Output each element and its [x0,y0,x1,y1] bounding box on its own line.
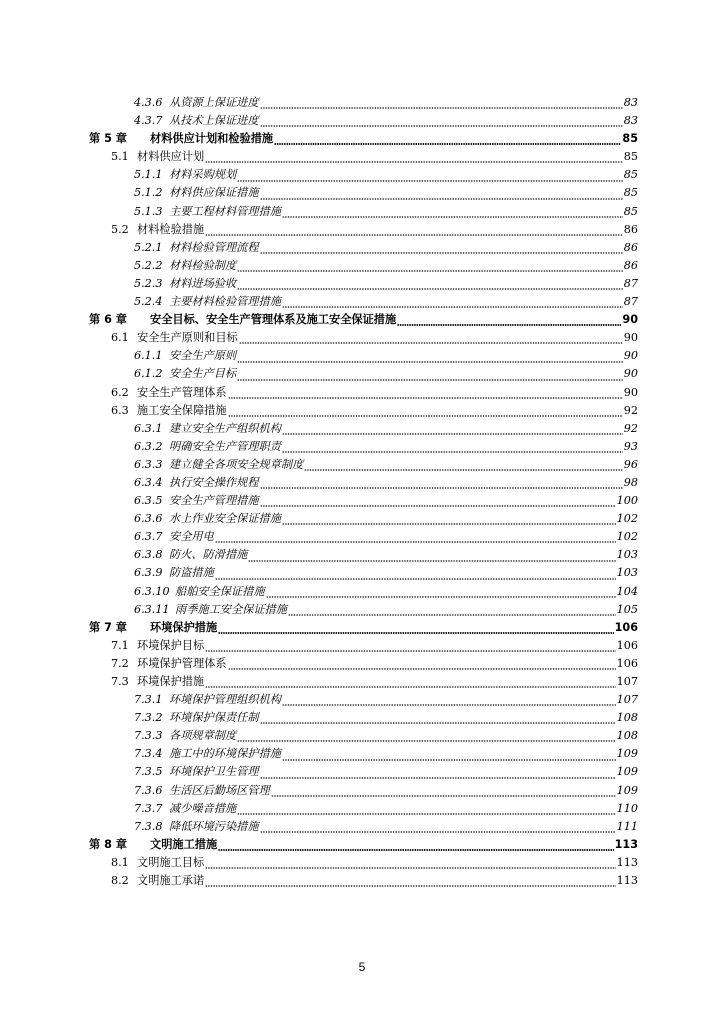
toc-subsection-entry[interactable] [0,601,724,619]
toc-subsection-entry[interactable] [0,257,724,275]
toc-entry-title: 安全目标、安全生产管理体系及施工安全保证措施 [150,313,397,327]
toc-entry-number: 6.1.1 [134,349,163,363]
toc-entry-number: 8.2 [111,874,129,888]
toc-dot-leader [274,130,621,148]
toc-dot-leader [237,166,623,184]
toc-entry-page: 86 [623,222,638,236]
toc-dot-leader [218,836,614,854]
toc-entry-number: 4.3.6 [134,96,163,109]
toc-subsection-entry[interactable] [0,800,724,818]
toc-subsection-entry[interactable] [0,763,724,781]
toc-dot-leader [205,148,623,166]
toc-subsection-entry[interactable] [0,492,724,510]
toc-dot-leader [237,727,616,745]
toc-entry-page: 108 [616,729,638,743]
toc-dot-leader [205,221,623,239]
toc-entry-title: 材料进场验收 [169,276,237,290]
toc-entry-title: 安全生产目标 [169,367,237,381]
toc-entry-number: 7.3.6 [134,783,163,797]
toc-dot-leader [397,311,621,329]
toc-chapter-entry[interactable] [0,130,724,148]
toc-entry-title: 水上作业安全保证措施 [169,512,281,526]
toc-chapter-entry[interactable] [0,836,724,854]
toc-subsection-entry[interactable] [0,438,724,456]
page-number-footer: 5 [358,960,366,974]
toc-entry-number: 5.1.3 [134,204,163,218]
toc-entry-page: 103 [616,548,638,562]
toc-section-entry[interactable] [0,655,724,673]
toc-entry-number: 6.1.2 [134,367,163,381]
toc-dot-leader [282,691,616,709]
toc-entry-number: 6.3.3 [134,457,163,471]
toc-subsection-entry[interactable] [0,94,724,112]
toc-dot-leader [228,402,623,420]
toc-entry-number: 第 6 章 [89,313,127,327]
toc-entry-title: 施工中的环境保护措施 [169,747,281,761]
toc-entry-number: 6.3.7 [134,530,163,544]
toc-subsection-entry[interactable] [0,564,724,582]
toc-dot-leader [237,257,623,275]
toc-dot-leader [282,510,616,528]
toc-entry-number: 5.1 [111,150,129,164]
toc-entry-title: 文明施工承诺 [137,874,205,888]
toc-entry-number: 8.1 [111,855,129,869]
toc-dot-leader [215,528,616,546]
toc-entry-page: 96 [623,457,638,471]
toc-section-entry[interactable] [0,854,724,872]
toc-entry-number: 第 5 章 [89,132,127,146]
toc-entry-page: 106 [616,656,638,670]
toc-entry-page: 102 [616,530,638,544]
toc-subsection-entry[interactable] [0,691,724,709]
toc-entry-page: 107 [616,693,638,707]
toc-entry-title: 材料检验管理流程 [169,240,259,254]
toc-entry-page: 85 [623,150,638,164]
toc-dot-leader [260,492,616,510]
toc-entry-page: 98 [623,475,638,489]
toc-subsection-entry[interactable] [0,583,724,601]
toc-subsection-entry[interactable] [0,365,724,383]
toc-entry-title: 环境保护保责任制 [169,711,259,725]
toc-entry-title: 环境保护措施 [137,675,205,688]
toc-subsection-entry[interactable] [0,474,724,492]
toc-entry-number: 4.3.7 [134,114,163,128]
toc-entry-page: 85 [623,186,638,200]
toc-entry-title: 安全生产原则 [169,349,237,363]
toc-entry-title: 环境保护目标 [137,638,205,652]
toc-entry-title: 施工安全保障措施 [137,403,227,417]
toc-entry-title: 降低环境污染措施 [169,819,259,833]
toc-entry-page: 83 [623,96,638,109]
toc-entry-number: 6.1 [111,331,129,345]
toc-entry-page: 105 [616,602,638,616]
toc-entry-page: 92 [623,403,638,417]
toc-dot-leader [205,673,616,691]
toc-subsection-entry[interactable] [0,293,724,311]
toc-entry-title: 建立安全生产组织机构 [169,421,281,435]
toc-dot-leader [218,619,614,637]
toc-entry-number: 5.2.4 [134,295,163,309]
toc-dot-leader [282,420,623,438]
toc-entry-number: 7.3.2 [134,711,163,725]
toc-entry-number: 7.1 [111,638,129,652]
toc-entry-page: 109 [616,765,638,779]
toc-entry-title: 减少噪音措施 [169,801,237,815]
toc-dot-leader [282,293,623,311]
toc-entry-title: 执行安全操作规程 [169,475,259,489]
toc-entry-title: 雨季施工安全保证措施 [175,602,287,616]
toc-subsection-entry[interactable] [0,347,724,365]
toc-entry-title: 安全生产管理措施 [169,494,259,508]
toc-subsection-entry[interactable] [0,112,724,130]
toc-entry-page: 106 [616,638,638,652]
toc-dot-leader [260,239,623,257]
toc-section-entry[interactable] [0,384,724,402]
toc-section-entry[interactable] [0,872,724,890]
toc-entry-title: 安全生产管理体系 [137,385,227,399]
toc-subsection-entry[interactable] [0,184,724,202]
toc-subsection-entry[interactable] [0,420,724,438]
toc-entry-number: 7.3.4 [134,747,163,761]
toc-dot-leader [260,474,623,492]
toc-entry-title: 建立健全各项安全规章制度 [169,457,304,471]
toc-entry-number: 6.3.2 [134,439,163,453]
toc-entry-title: 从技术上保证进度 [169,114,259,128]
toc-dot-leader [237,800,616,818]
toc-entry-page: 85 [623,168,638,182]
toc-entry-title: 材料检验制度 [169,258,237,272]
toc-subsection-entry[interactable] [0,528,724,546]
toc-subsection-entry[interactable] [0,456,724,474]
toc-dot-leader [239,329,623,347]
toc-entry-page: 111 [616,819,638,833]
toc-dot-leader [260,112,623,130]
toc-subsection-entry[interactable] [0,275,724,293]
toc-entry-number: 7.3.1 [134,693,163,707]
toc-dot-leader [205,637,616,655]
toc-entry-page: 109 [616,747,638,761]
toc-entry-page: 86 [623,240,638,254]
toc-entry-title: 船舶安全保证措施 [175,584,265,598]
toc-entry-title: 环境保护管理组织机构 [169,693,281,707]
toc-dot-leader [228,384,623,402]
toc-entry-title: 环境保护措施 [150,620,218,634]
toc-entry-number: 6.3 [111,403,129,417]
toc-entry-page: 109 [616,783,638,797]
toc-entry-page: 113 [614,837,638,851]
toc-entry-page: 106 [614,620,638,634]
toc-entry-number: 5.1.1 [134,168,163,182]
toc-entry-number: 第 8 章 [89,837,127,851]
toc-entry-page: 103 [616,566,638,580]
toc-entry-number: 第 7 章 [89,620,127,634]
toc-entry-number: 7.3.5 [134,765,163,779]
toc-entry-title: 材料供应计划和检验措施 [150,132,274,146]
toc-entry-page: 110 [616,801,638,815]
toc-chapter-entry[interactable] [0,311,724,329]
toc-entry-page: 90 [623,367,638,381]
toc-dot-leader [205,854,616,872]
toc-dot-leader [304,456,622,474]
toc-entry-number: 6.3.1 [134,421,163,435]
toc-dot-leader [282,745,616,763]
toc-entry-title: 安全用电 [169,530,214,544]
toc-entry-title: 主要工程材料管理措施 [169,204,281,218]
toc-entry-title: 各项规章制度 [169,729,237,743]
toc-entry-title: 从资源上保证进度 [169,96,259,109]
toc-section-entry[interactable] [0,329,724,347]
toc-entry-title: 材料检验措施 [137,222,205,236]
toc-entry-number: 5.1.2 [134,186,163,200]
toc-entry-title: 防盗措施 [169,566,214,580]
toc-section-entry[interactable] [0,221,724,239]
toc-entry-page: 92 [623,421,638,435]
toc-subsection-entry[interactable] [0,510,724,528]
toc-subsection-entry[interactable] [0,203,724,221]
toc-entry-page: 90 [623,331,638,345]
toc-entry-number: 6.3.8 [134,548,163,562]
toc-dot-leader [237,365,623,383]
toc-entry-page: 104 [616,584,638,598]
toc-entry-title: 文明施工目标 [137,855,205,869]
toc-subsection-entry[interactable] [0,166,724,184]
toc-entry-number: 6.3.10 [134,584,170,598]
toc-section-entry[interactable] [0,637,724,655]
toc-dot-leader [237,275,623,293]
toc-entry-page: 102 [616,512,638,526]
toc-entry-title: 安全生产原则和目标 [137,331,238,345]
toc-dot-leader [260,709,616,727]
toc-entry-page: 107 [616,675,638,688]
toc-section-entry[interactable] [0,673,724,691]
toc-section-entry[interactable] [0,148,724,166]
toc-dot-leader [288,601,616,619]
toc-dot-leader [248,546,615,564]
toc-dot-leader [266,583,616,601]
toc-entry-page: 90 [623,385,638,399]
toc-entry-page: 87 [623,276,638,290]
toc-section-entry[interactable] [0,402,724,420]
toc-entry-page: 100 [616,494,638,508]
toc-entry-title: 主要材料检验管理措施 [169,295,281,309]
toc-entry-title: 材料供应计划 [137,150,205,164]
toc-entry-number: 6.3.4 [134,475,163,489]
toc-dot-leader [260,818,616,836]
toc-dot-leader [260,94,623,112]
toc-dot-leader [237,347,623,365]
toc-entry-number: 7.3.8 [134,819,163,833]
toc-chapter-entry[interactable] [0,619,724,637]
toc-subsection-entry[interactable] [0,239,724,257]
toc-entry-number: 5.2.3 [134,276,163,290]
toc-dot-leader [260,763,616,781]
toc-entry-number: 7.3.3 [134,729,163,743]
toc-entry-page: 87 [623,295,638,309]
toc-entry-number: 5.2.2 [134,258,163,272]
toc-entry-title: 材料采购规划 [169,168,237,182]
toc-entry-title: 防火、防滑措施 [169,548,248,562]
toc-entry-number: 6.2 [111,385,129,399]
toc-subsection-entry[interactable] [0,546,724,564]
toc-subsection-entry[interactable] [0,727,724,745]
toc-entry-page: 93 [623,439,638,453]
toc-dot-leader [215,564,616,582]
toc-entry-number: 7.2 [111,656,129,670]
toc-dot-leader [282,438,623,456]
toc-dot-leader [228,655,616,673]
toc-entry-page: 86 [623,258,638,272]
toc-entry-page: 90 [622,313,638,327]
toc-entry-page: 83 [623,114,638,128]
toc-subsection-entry[interactable] [0,745,724,763]
toc-entry-title: 环境保护管理体系 [137,656,227,670]
toc-dot-leader [282,203,623,221]
toc-entry-title: 生活区后勤场区管理 [169,783,270,797]
table-of-contents [0,94,724,890]
toc-subsection-entry[interactable] [0,782,724,800]
toc-entry-number: 6.3.9 [134,566,163,580]
toc-dot-leader [205,872,616,890]
toc-entry-page: 108 [616,711,638,725]
toc-entry-page: 113 [616,874,638,888]
toc-entry-title: 文明施工措施 [150,837,218,851]
toc-entry-number: 6.3.11 [134,602,170,616]
toc-entry-number: 6.3.5 [134,494,163,508]
toc-entry-page: 85 [623,204,638,218]
toc-subsection-entry[interactable] [0,709,724,727]
toc-entry-page: 113 [616,855,638,869]
toc-entry-number: 5.2.1 [134,240,163,254]
toc-entry-title: 明确安全生产管理职责 [169,439,281,453]
toc-subsection-entry[interactable] [0,818,724,836]
toc-entry-number: 6.3.6 [134,512,163,526]
toc-entry-number: 5.2 [111,222,129,236]
toc-dot-leader [260,184,623,202]
toc-entry-title: 环境保护卫生管理 [169,765,259,779]
toc-entry-title: 材料供应保证措施 [169,186,259,200]
toc-entry-number: 7.3 [111,675,129,688]
toc-entry-page: 90 [623,349,638,363]
toc-entry-page: 85 [622,132,638,146]
toc-entry-number: 7.3.7 [134,801,163,815]
toc-dot-leader [271,782,616,800]
